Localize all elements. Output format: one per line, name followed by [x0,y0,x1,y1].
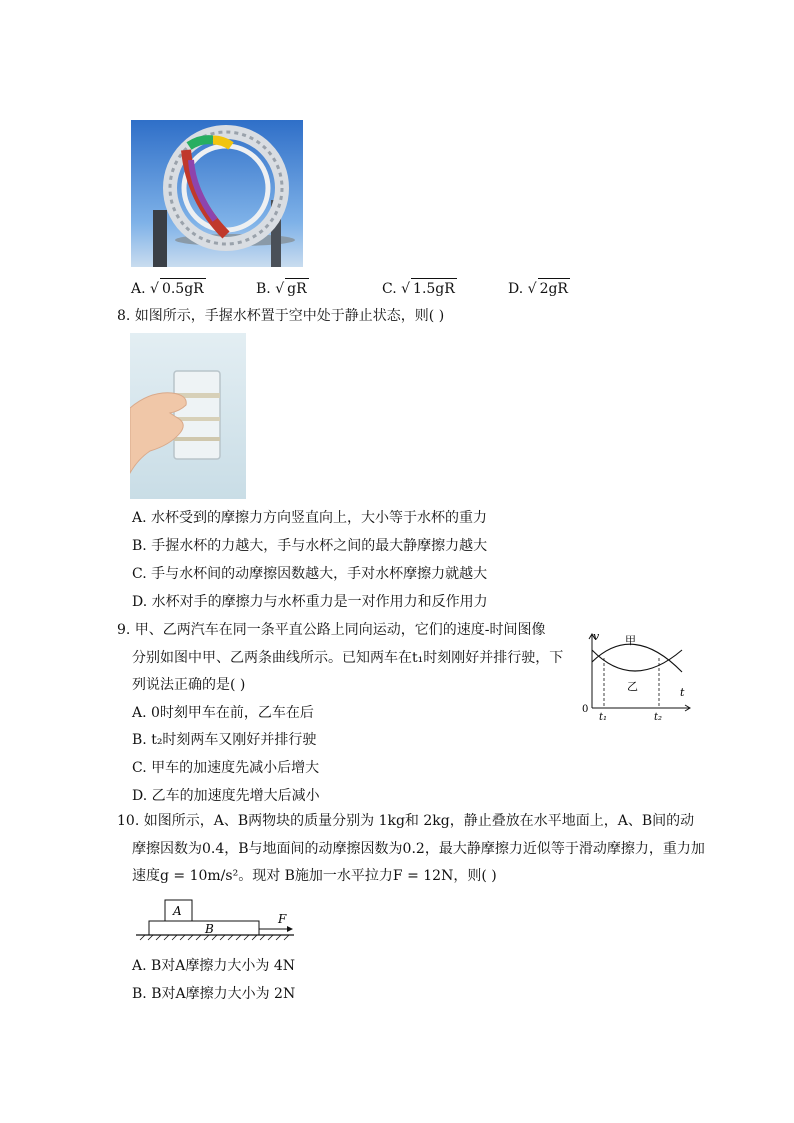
q9-option-d[interactable]: D. 乙车的加速度先增大后减小 [132,788,320,804]
q10-stem-line-2: 摩擦因数为0.4，B与地面间的动摩擦因数为0.2，最大静摩擦力近似等于滑动摩擦力，重力加 [132,841,705,857]
q9-option-c[interactable]: C. 甲车的加速度先减小后增大 [132,760,320,776]
q10-option-b[interactable]: B. B对A摩擦力大小为 2N [132,986,296,1002]
q10-stem-line-1: 10. 如图所示，A、B两物块的质量分别为 1kg和 2kg，静止叠放在水平地面上，A、B间的动 [117,813,695,829]
q9-stem-line-3: 列说法正确的是( ) [132,677,246,693]
q8-option-a[interactable]: A. 水杯受到的摩擦力方向竖直向上，大小等于水杯的重力 [132,510,488,526]
q10-option-a[interactable]: A. B对A摩擦力大小为 4N [132,958,296,974]
q9-stem-line-2: 分别如图中甲、乙两条曲线所示。已知两车在t₁时刻刚好并排行驶，下 [132,650,564,666]
q9-stem-line-1: 9. 甲、乙两汽车在同一条平直公路上同向运动，它们的速度-时间图像 [117,622,546,638]
t1-label: t₁ [599,712,608,723]
q10-stem-line-3: 速度g = 10m/s²。现对 B施加一水平拉力F = 12N，则( ) [132,868,497,884]
curve-jia [592,644,682,672]
jia-label: 甲 [625,634,636,647]
block-b [149,921,259,935]
t2-label: t₂ [654,712,663,723]
blocks-diagram [132,896,300,946]
q7-option-d[interactable]: D. √ 2gR [508,278,570,299]
q8-option-d[interactable]: D. 水杯对手的摩擦力与水杯重力是一对作用力和反作用力 [132,594,488,610]
q8-stem: 8. 如图所示，手握水杯置于空中处于静止状态，则( ) [117,308,445,324]
q8-option-c[interactable]: C. 手与水杯间的动摩擦因数越大，手对水杯摩擦力就越大 [132,566,488,582]
origin-label: 0 [582,704,589,715]
t-axis-label: t [680,686,685,699]
force-label: F [278,912,287,926]
yi-label: 乙 [627,680,638,693]
v-axis-label: v [593,630,600,643]
hand-holding-cup-image [130,333,246,499]
q7-option-b[interactable]: B. √ gR [256,278,309,299]
q7-option-a[interactable]: A. √ 0.5gR [131,278,206,299]
vt-graph [578,628,694,724]
block-a-label: A [173,904,182,918]
q7-option-c[interactable]: C. √ 1.5gR [382,278,457,299]
q9-option-a[interactable]: A. 0时刻甲车在前，乙车在后 [132,705,314,721]
block-b-label: B [205,922,214,936]
q9-option-b[interactable]: B. t₂时刻两车又刚好并排行驶 [132,732,317,748]
roller-coaster-image [131,120,303,267]
q8-option-b[interactable]: B. 手握水杯的力越大，手与水杯之间的最大静摩擦力越大 [132,538,488,554]
